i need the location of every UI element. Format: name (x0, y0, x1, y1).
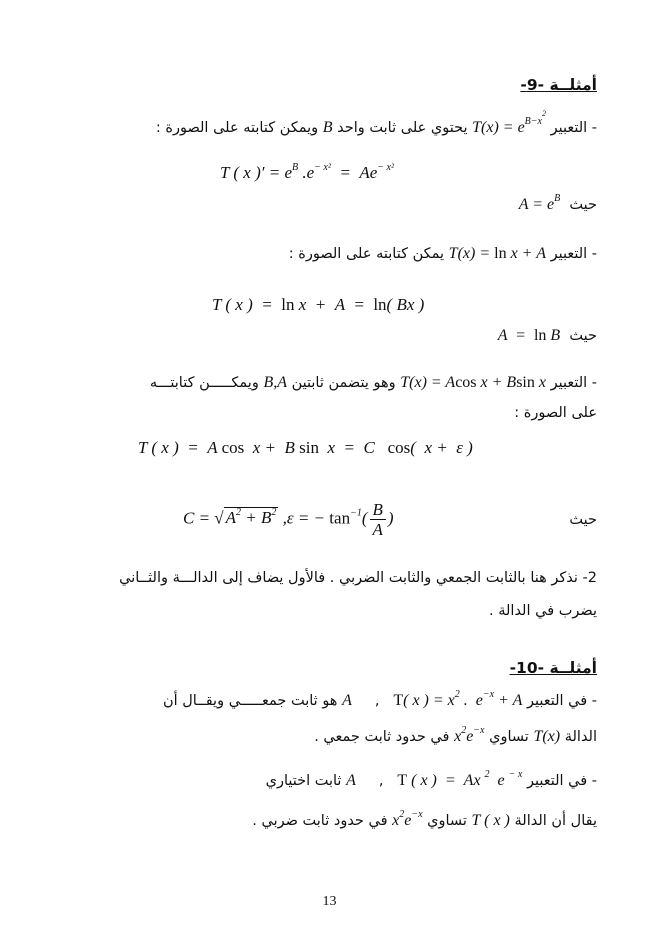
text: في حدود ثابت جمعي . (314, 729, 450, 745)
text: تساوي (422, 813, 467, 829)
expr: $x^2e^{-x}$ (392, 809, 423, 829)
var-a: A (342, 692, 352, 709)
example-10-line-1: - في التعبير T( x ) = $x^2$ . $e^{-x} + A$ , A هو ثابت جمعـــــي ويقــال أن (162, 689, 597, 709)
where-3-label: حيث (569, 512, 597, 528)
formula-t-exp: $T(x) = e^{B-x^2}$ (472, 109, 546, 136)
text: - في التعبير (522, 773, 597, 789)
where-label: حيث (569, 328, 597, 344)
text: ثابت اختياري (265, 773, 342, 789)
fn-t: T(x) (533, 728, 561, 745)
var-a: A (346, 772, 356, 789)
text: - التعبير (545, 375, 597, 391)
text: تساوي (484, 729, 529, 745)
example-10-heading: أمثلــة -10- (509, 659, 597, 677)
vars-ba: B,A (263, 374, 287, 391)
text: - التعبير (545, 120, 597, 136)
text: ويمكن كتابته على الصورة : (155, 120, 319, 136)
formula-additive: T( x ) = $x^2$ . $e^{-x} + A$ (393, 689, 523, 709)
text: يحتوي على ثابت واحد (332, 120, 468, 136)
where-1 (518, 193, 597, 214)
text: في حدود ثابت ضربي . (252, 813, 388, 829)
text: - التعبير (545, 246, 597, 262)
equation-1: T ( x )′ = $e^B$ $.e^{- x^2} = Ae^{- x^2}$ (220, 162, 394, 182)
fn-t: T ( x ) (471, 812, 510, 829)
where-2-eq: A = ln B (497, 327, 561, 344)
equation-3: T ( x ) = A cos x + B sin x = C cos( x + ε ) (138, 438, 473, 457)
example-9-line-2 (289, 245, 597, 263)
page-number: 13 (322, 894, 337, 909)
example-9-heading: أمثلــة -9- (520, 76, 597, 94)
expr: $x^2e^{-x}$ (454, 725, 485, 745)
text: يمكن كتابته على الصورة : (288, 246, 445, 262)
where-3-eq: C = √ $A^2 + B^2$ ,ε = − $\tan^{-1}$( $\frac{B}{A}$ ) (183, 500, 394, 539)
formula-ln: T(x) = ln x + A (448, 245, 546, 262)
text: وهو يتضمن ثابتين (286, 375, 396, 391)
formula-trig: T(x) = Acos x + Bsin x (400, 374, 546, 391)
var-b: B (322, 119, 333, 136)
example-10-line-2: - في التعبير T ( x ) = Ax $^2$ e $^{- x}$ , A ثابت اختياري (265, 769, 597, 789)
where-2 (498, 327, 597, 345)
text: الدالة (560, 729, 597, 745)
example-9-line-3-cont: على الصورة : (514, 405, 597, 421)
text: ويمكـــــن كتابتـــه (149, 375, 259, 391)
example-10-line-2-cont (252, 809, 597, 830)
formula-multiplicative: T ( x ) = Ax $^2$ e $^{- x}$ (397, 769, 523, 789)
text: - في التعبير (522, 693, 597, 709)
example-9-line-3 (150, 374, 597, 392)
example-9-line-1 (155, 109, 597, 137)
where-1-eq: $A = e^B$ (518, 193, 561, 213)
example-10-line-1-cont (314, 725, 597, 746)
note-2-cont: يضرب في الدالة . (489, 603, 597, 619)
note-2: 2- نذكر هنا بالثابت الجمعي والثابت الضربي . فالأول يضاف إلى الدالـــة والثــاني (119, 570, 597, 586)
where-label: حيث (569, 197, 597, 213)
equation-2: T ( x ) = ln x + A = ln( Bx ) (212, 295, 425, 314)
text: يقال أن الدالة (509, 813, 597, 829)
text: هو ثابت جمعـــــي ويقــال أن (162, 693, 338, 709)
